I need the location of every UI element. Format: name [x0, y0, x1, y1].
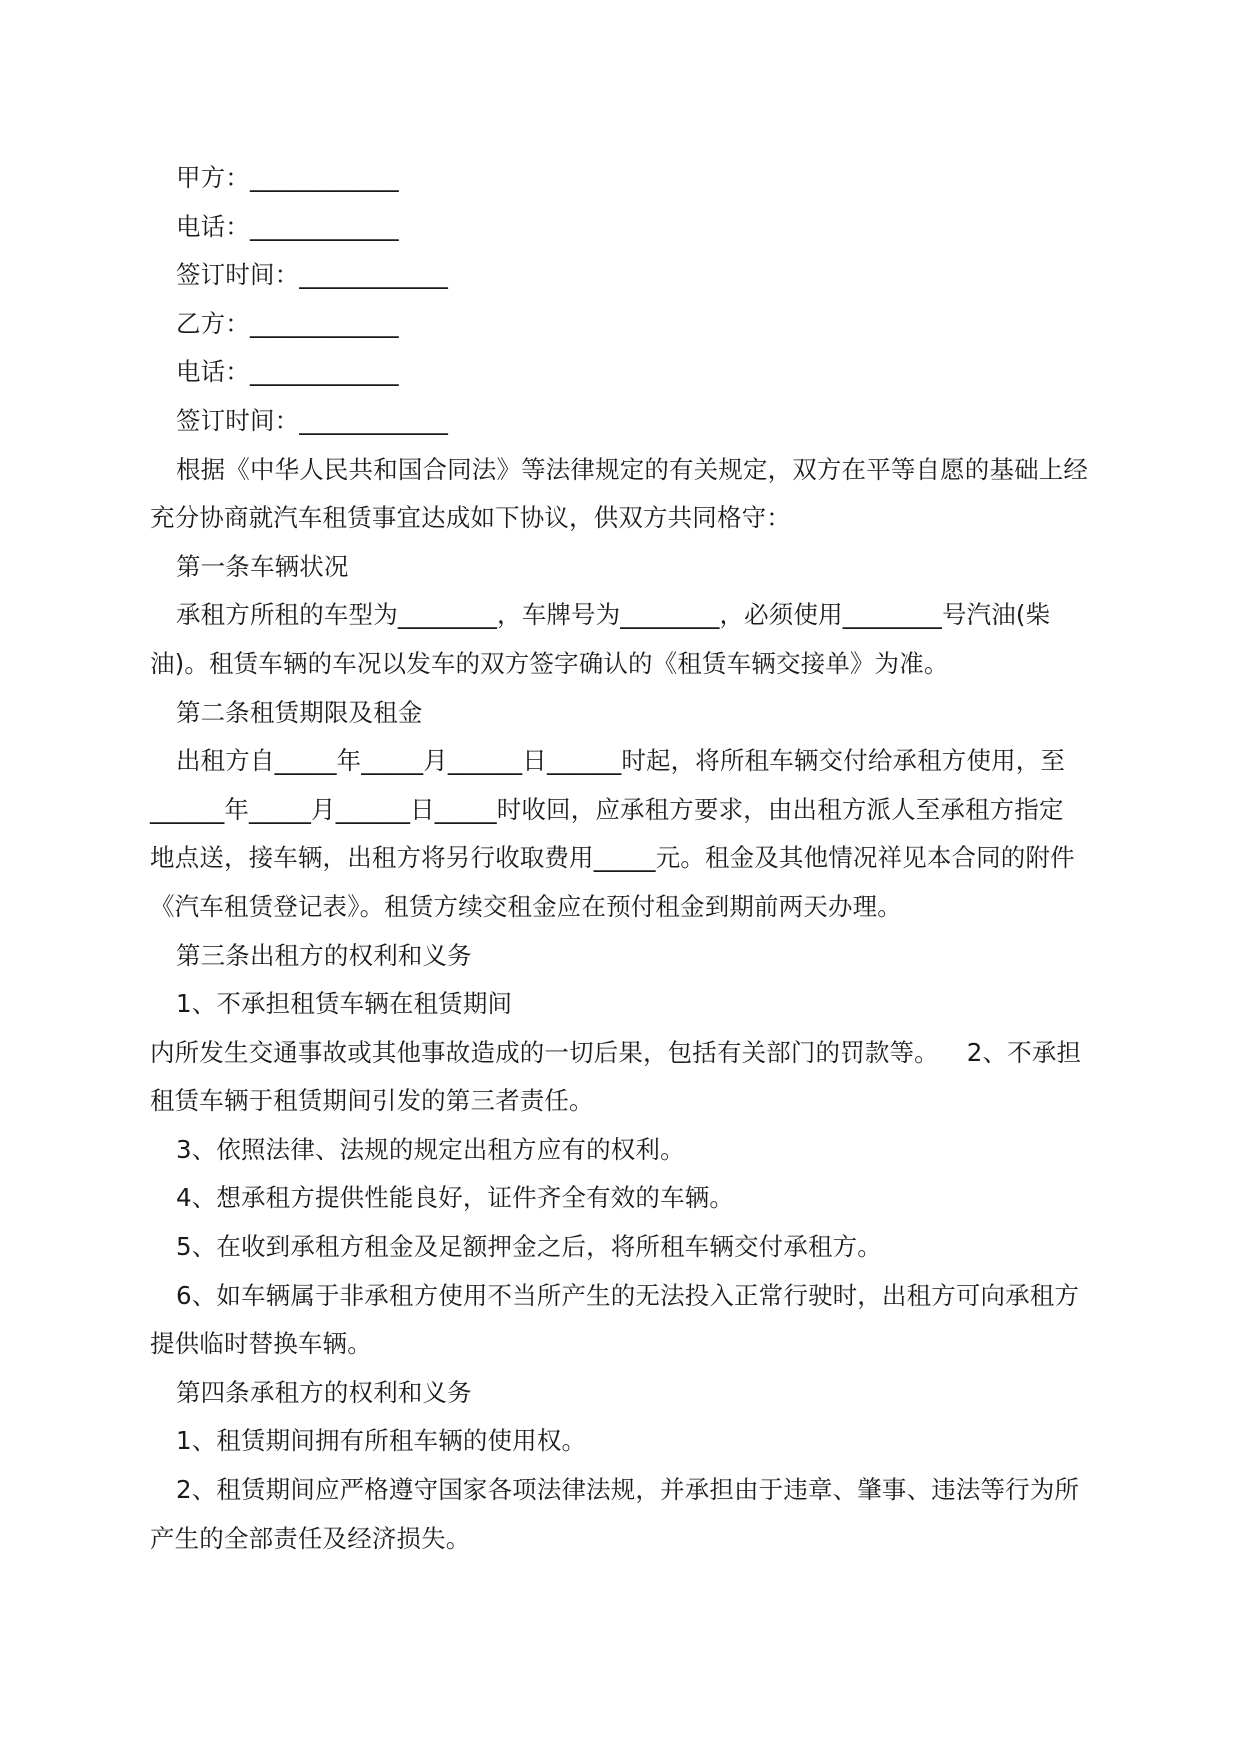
preamble-line-2: 充分协商就汽车租赁事宜达成如下协议，供双方共同格守： — [150, 503, 791, 533]
article-3-item-3: 3、依照法律、法规的规定出租方应有的权利。 — [176, 1134, 685, 1164]
article-2-heading: 第二条租赁期限及租金 — [176, 697, 423, 727]
party-a-phone: 电话：____________ — [176, 211, 399, 241]
article-2-line-4: 《汽车租赁登记表》。租赁方续交租金应在预付租金到期前两天办理。 — [150, 891, 902, 921]
preamble-line-1: 根据《中华人民共和国合同法》等法律规定的有关规定，双方在平等自愿的基础上经 — [176, 454, 1089, 484]
article-3-item-1-text: 内所发生交通事故或其他事故造成的一切后果，包括有关部门的罚款等。 — [150, 1037, 939, 1067]
article-4-item-2-line-1: 2、租赁期间应严格遵守国家各项法律法规，并承担由于违章、肇事、违法等行为所 — [176, 1475, 1080, 1505]
article-4-item-1: 1、租赁期间拥有所租车辆的使用权。 — [176, 1426, 587, 1456]
article-3-item-6-line-2: 提供临时替换车辆。 — [150, 1329, 372, 1359]
party-b-phone: 电话：____________ — [176, 357, 399, 387]
article-2-line-2: ______年_____月______日_____时收回，应承租方要求，由出租方派人至承租方指定 — [150, 794, 1064, 824]
contract-body — [150, 154, 1090, 1563]
article-4-heading: 第四条承租方的权利和义务 — [176, 1377, 472, 1407]
article-3-item-5: 5、在收到承租方租金及足额押金之后，将所租车辆交付承租方。 — [176, 1232, 882, 1262]
article-2-line-1: 出租方自_____年_____月______日______时起，将所租车辆交付给承租方使用，至 — [176, 746, 1066, 776]
party-b-sign-time: 签订时间：____________ — [176, 405, 449, 435]
article-1-line-1: 承租方所租的车型为________，车牌号为________，必须使用________号汽油(柴 — [176, 600, 1051, 630]
party-a-sign-time: 签订时间：____________ — [176, 260, 449, 290]
party-b-name: 乙方：____________ — [176, 308, 399, 338]
article-3-item-1-first: 1、不承担租赁车辆在租赁期间 — [176, 989, 513, 1019]
article-3-item-1-cont — [150, 1029, 1090, 1078]
article-3-item-2-cont: 租赁车辆于租赁期间引发的第三者责任。 — [150, 1086, 594, 1116]
article-3-item-4: 4、想承租方提供性能良好，证件齐全有效的车辆。 — [176, 1183, 735, 1213]
party-a-name: 甲方：____________ — [176, 163, 399, 192]
article-3-heading: 第三条出租方的权利和义务 — [176, 940, 472, 970]
article-4-item-2-line-2: 产生的全部责任及经济损失。 — [150, 1523, 471, 1553]
article-1-line-2: 油)。租赁车辆的车况以发车的双方签字确认的《租赁车辆交接单》为准。 — [150, 648, 949, 678]
article-3-item-2-start: 2、不承担 — [966, 1037, 1082, 1067]
article-2-line-3: 地点送，接车辆，出租方将另行收取费用_____元。租金及其他情况祥见本合同的附件 — [150, 843, 1075, 873]
article-3-item-6-line-1: 6、如车辆属于非承租方使用不当所产生的无法投入正常行驶时，出租方可向承租方 — [176, 1280, 1080, 1310]
article-1-heading: 第一条车辆状况 — [176, 551, 349, 581]
